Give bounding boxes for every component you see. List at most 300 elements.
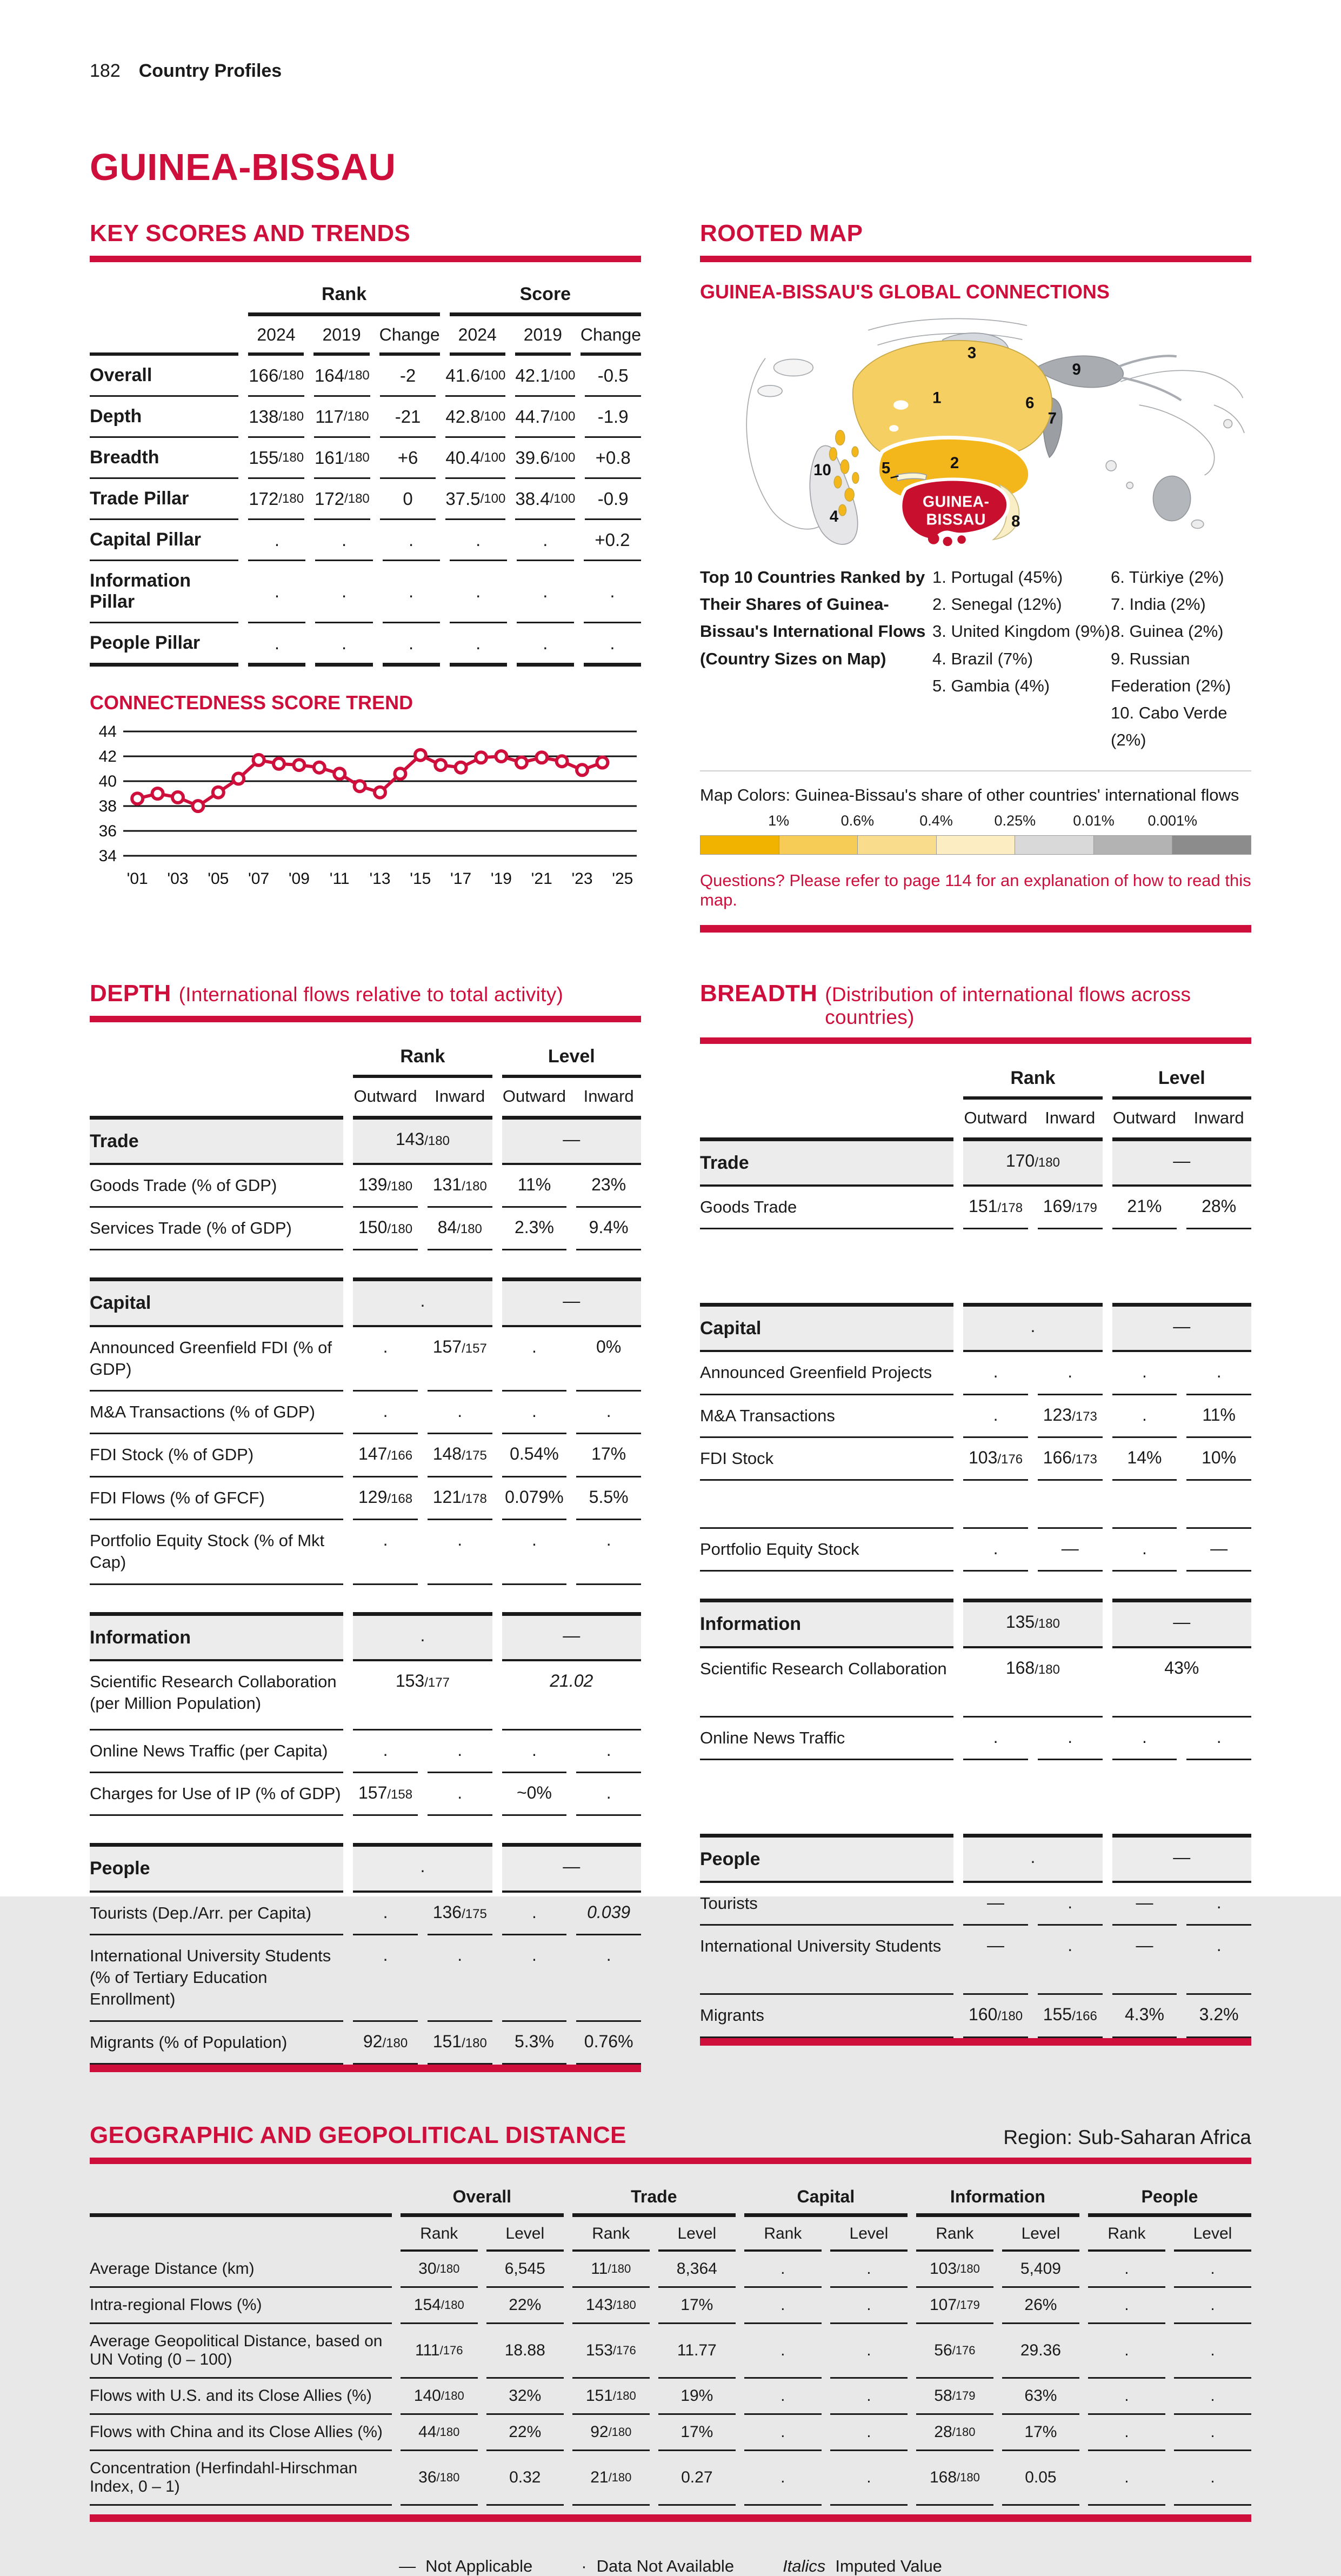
- table-row: [700, 1395, 1251, 1438]
- value-cell: 40.4 /100: [445, 438, 505, 479]
- key-scores-column: [90, 220, 641, 891]
- map-legend-divider: [700, 770, 1251, 771]
- x-tick-label: '25: [612, 870, 633, 888]
- scale-label: 0.25%: [994, 812, 1036, 829]
- value-cell: .: [1088, 2288, 1165, 2324]
- value-cell: .: [1112, 1352, 1177, 1395]
- row-label: Tourists (Dep./Arr. per Capita): [90, 1893, 343, 1935]
- row-label: People Pillar: [90, 623, 238, 667]
- value-cell: .: [517, 623, 574, 667]
- value-cell: 155 /180: [248, 438, 304, 479]
- scale-segment: [937, 836, 1016, 854]
- value-cell: .: [744, 2415, 822, 2451]
- value-cell: -0.5: [585, 356, 641, 397]
- x-tick-label: '11: [329, 870, 350, 888]
- table-row: [90, 1277, 641, 1327]
- value-cell: 5,409: [1002, 2252, 1079, 2288]
- geo-section: [90, 2122, 1251, 2522]
- row-label: Tourists: [700, 1883, 953, 1926]
- legend-not-applicable: — Not Applicable: [399, 2557, 533, 2576]
- level-cell: —: [1112, 1834, 1251, 1883]
- row-label: Trade Pillar: [90, 479, 238, 520]
- value-cell: +0.2: [584, 520, 641, 561]
- footnote-legend: [90, 2557, 1251, 2576]
- trend-point: [476, 752, 486, 763]
- rank-cell: .: [353, 1612, 492, 1661]
- level-cell: —: [502, 1277, 641, 1327]
- trend-point: [456, 762, 466, 773]
- geo-sub-header: Rank Level Rank Level Rank Level Rank Level Rank Level: [90, 2217, 1251, 2252]
- top10-list-2: [1111, 564, 1251, 754]
- rank-cell: .: [963, 1834, 1102, 1883]
- value-cell: .: [963, 1718, 1028, 1760]
- value-cell: .: [1174, 2379, 1251, 2415]
- rank-group-header: Rank: [248, 284, 439, 316]
- geo-rule: [90, 2158, 1251, 2164]
- map-number-7: 7: [1048, 409, 1057, 428]
- table-row: [90, 397, 641, 438]
- value-cell: 26%: [1002, 2288, 1079, 2324]
- table-row: [700, 1481, 1251, 1527]
- table-row: [90, 1250, 641, 1277]
- value-cell: -0.9: [585, 479, 641, 520]
- value-cell: 14%: [1112, 1438, 1177, 1481]
- value-cell: -1.9: [585, 397, 641, 438]
- trend-point: [192, 801, 203, 811]
- map-colors-note: Map Colors: Guinea-Bissau's share of other countries' international flows: [700, 785, 1239, 804]
- value-cell: .: [353, 1520, 418, 1585]
- trend-point: [334, 768, 345, 779]
- table-row: [700, 1229, 1251, 1276]
- scale-segment: [1015, 836, 1094, 854]
- rank-cell: .: [353, 1843, 492, 1892]
- value-cell: .: [383, 623, 440, 667]
- table-row: [90, 2451, 1251, 2506]
- depth-bottom-rule: [90, 2065, 641, 2072]
- scale-label: 0.6%: [840, 812, 875, 829]
- trend-point: [577, 764, 588, 775]
- table-row: [90, 1893, 641, 1935]
- rank-cell: 135/180: [963, 1599, 1102, 1648]
- rooted-map-heading: ROOTED MAP: [700, 220, 863, 247]
- value-cell: 0.76%: [576, 2022, 641, 2065]
- depth-group-header: Rank Level: [90, 1046, 641, 1078]
- top10-item: 8. Guinea (2%): [1111, 622, 1224, 641]
- value-cell: 155/166: [1038, 1995, 1103, 2038]
- geo-region-label: Region: Sub-Saharan Africa: [1003, 2126, 1251, 2149]
- map-country-label-line2: BISSAU: [926, 511, 986, 529]
- trend-point: [213, 787, 224, 798]
- table-row: [90, 1434, 641, 1477]
- row-label: Trade: [700, 1137, 953, 1187]
- value-cell: 2.3%: [502, 1208, 567, 1250]
- breadth-column: [700, 980, 1251, 2046]
- table-row: [90, 356, 641, 397]
- value-cell: 42.1 /100: [515, 356, 575, 397]
- depth-rule: [90, 1016, 641, 1022]
- value-cell: .: [744, 2451, 822, 2506]
- map-subtitle: GUINEA-BISSAU'S GLOBAL CONNECTIONS: [700, 281, 1110, 303]
- top10-list-1: [932, 564, 1111, 754]
- value-cell: .: [502, 1935, 567, 2022]
- key-scores-group-header: [90, 284, 641, 316]
- top10-item: 7. India (2%): [1111, 595, 1206, 614]
- rooted-map-bottom-rule: [700, 925, 1251, 933]
- value-cell: 0.54%: [502, 1434, 567, 1477]
- trend-point: [395, 768, 405, 779]
- table-row: [700, 1599, 1251, 1648]
- level-cell: 43%: [1112, 1648, 1251, 1718]
- row-label: Capital: [700, 1303, 953, 1352]
- top10-item: 6. Türkiye (2%): [1111, 568, 1224, 587]
- breadth-table: [700, 1137, 1251, 2038]
- trend-point: [132, 793, 143, 804]
- value-cell: 22%: [486, 2415, 564, 2451]
- value-cell: .: [576, 1773, 641, 1816]
- value-cell: .: [502, 1520, 567, 1585]
- map-region-gray-south: [1153, 476, 1190, 521]
- value-cell: -21: [380, 397, 436, 438]
- country-title: GUINEA-BISSAU: [90, 146, 396, 188]
- value-cell: .: [1174, 2451, 1251, 2506]
- value-cell: .: [248, 561, 305, 623]
- table-row: [700, 1834, 1251, 1883]
- trend-point: [293, 760, 304, 770]
- value-cell: 0.27: [658, 2451, 736, 2506]
- table-row: [700, 1438, 1251, 1481]
- row-label: M&A Transactions (% of GDP): [90, 1392, 343, 1434]
- depth-sub-header: Outward Inward Outward Inward: [353, 1086, 634, 1106]
- scale-segment: [1172, 836, 1251, 854]
- table-row: [700, 1352, 1251, 1395]
- value-cell: 17%: [658, 2415, 736, 2451]
- trend-point: [496, 751, 506, 762]
- value-cell: 21%: [1112, 1187, 1177, 1229]
- breadth-bottom-rule: [700, 2038, 1251, 2046]
- value-cell: .: [248, 520, 305, 561]
- value-cell: .: [353, 1893, 418, 1935]
- map-number-8: 8: [1011, 512, 1020, 530]
- row-label: Scientific Research Collaboration (per Million Population): [90, 1661, 343, 1730]
- map-number-1: 1: [932, 389, 942, 407]
- level-cell: —: [502, 1612, 641, 1661]
- value-cell: 17%: [658, 2288, 736, 2324]
- rooted-map-column: [700, 220, 1251, 933]
- table-row: [90, 1165, 641, 1208]
- row-label: Trade: [90, 1116, 343, 1165]
- scale-segment: [1094, 836, 1173, 854]
- value-cell: 84/180: [428, 1208, 492, 1250]
- table-row: [90, 1773, 641, 1816]
- value-cell: 42.8 /100: [445, 397, 505, 438]
- map-number-5: 5: [881, 459, 891, 477]
- value-cell: 56 /176: [916, 2324, 993, 2379]
- rooted-map-rule: [700, 256, 1251, 262]
- value-cell: 0%: [576, 1327, 641, 1392]
- value-cell: .: [450, 561, 507, 623]
- value-cell: 151/178: [963, 1187, 1028, 1229]
- value-cell: 107 /179: [916, 2288, 993, 2324]
- table-row: [700, 1187, 1251, 1229]
- value-cell: 157/158: [353, 1773, 418, 1816]
- value-cell: .: [963, 1527, 1028, 1572]
- value-cell: 39.6 /100: [515, 438, 575, 479]
- depth-column: [90, 980, 641, 2073]
- row-label: International University Students (% of Tertiary Education Enrollment): [90, 1935, 343, 2022]
- trend-block: [90, 691, 641, 891]
- value-cell: .: [744, 2324, 822, 2379]
- x-tick-label: '05: [208, 870, 229, 888]
- value-cell: 0.039: [576, 1893, 641, 1935]
- row-label: Depth: [90, 397, 238, 438]
- value-cell: 139/180: [353, 1165, 418, 1208]
- table-row: [90, 1116, 641, 1165]
- value-cell: 138 /180: [248, 397, 304, 438]
- rank-cell: .: [963, 1303, 1102, 1352]
- row-label: M&A Transactions: [700, 1395, 953, 1438]
- map-portugal-notch2: [889, 425, 898, 431]
- value-cell: 38.4 /100: [515, 479, 575, 520]
- map-number-10: 10: [813, 461, 831, 479]
- value-cell: —: [1112, 1926, 1177, 1995]
- row-label: Information Pillar: [90, 561, 238, 623]
- row-label: Capital Pillar: [90, 520, 238, 561]
- page-number: 182: [90, 61, 121, 81]
- breadth-heading: BREADTH (Distribution of international flows across countries): [700, 980, 1191, 1028]
- table-row: [700, 1137, 1251, 1187]
- value-cell: 117 /180: [314, 397, 370, 438]
- value-cell: .: [584, 561, 641, 623]
- trend-point: [172, 792, 183, 803]
- level-cell: —: [1112, 1303, 1251, 1352]
- x-tick-label: '03: [167, 870, 189, 888]
- top10-item: 2. Senegal (12%): [932, 595, 1062, 614]
- page-section-title: Country Profiles: [138, 61, 282, 81]
- value-cell: .: [744, 2288, 822, 2324]
- top10-item: 1. Portugal (45%): [932, 568, 1063, 587]
- row-label: People: [90, 1843, 343, 1892]
- x-tick-label: '23: [571, 870, 593, 888]
- scale-label: 0.01%: [1073, 812, 1115, 829]
- table-row: [90, 2324, 1251, 2379]
- value-cell: .: [830, 2451, 908, 2506]
- value-cell: 5.3%: [502, 2022, 567, 2065]
- rank-cell: 170/180: [963, 1137, 1102, 1187]
- value-cell: 136/175: [428, 1893, 492, 1935]
- value-cell: .: [502, 1392, 567, 1434]
- value-cell: 129/168: [353, 1477, 418, 1520]
- table-row: [90, 438, 641, 479]
- row-label: Migrants: [700, 1995, 953, 2038]
- value-cell: .: [576, 1935, 641, 2022]
- y-tick-label: 36: [98, 822, 117, 840]
- value-cell: 0.079%: [502, 1477, 567, 1520]
- row-label: FDI Stock: [700, 1438, 953, 1481]
- value-cell: .: [1174, 2288, 1251, 2324]
- value-cell: 63%: [1002, 2379, 1079, 2415]
- value-cell: .: [1112, 1718, 1177, 1760]
- row-label: Concentration (Herfindahl-Hirschman Index, 0 – 1): [90, 2451, 392, 2506]
- table-row: [700, 1760, 1251, 1807]
- table-row: [90, 623, 641, 667]
- value-cell: 150/180: [353, 1208, 418, 1250]
- level-cell: —: [502, 1843, 641, 1892]
- value-cell: .: [1186, 1883, 1251, 1926]
- value-cell: .: [1174, 2415, 1251, 2451]
- value-cell: .: [830, 2252, 908, 2288]
- table-row: [90, 1661, 641, 1730]
- y-tick-label: 42: [98, 748, 117, 766]
- breadth-group-header: Rank Level: [700, 1068, 1251, 1100]
- value-cell: 44.7 /100: [515, 397, 575, 438]
- key-scores-table: [90, 284, 641, 667]
- value-cell: .: [428, 1730, 492, 1773]
- top10-item: 4. Brazil (7%): [932, 649, 1033, 668]
- value-cell: 143 /180: [572, 2288, 650, 2324]
- map-color-scale: [700, 812, 1251, 855]
- geo-heading: GEOGRAPHIC AND GEOPOLITICAL DISTANCE: [90, 2122, 626, 2149]
- map-portugal-notch: [893, 400, 909, 409]
- value-cell: .: [450, 520, 507, 561]
- table-row: [90, 561, 641, 623]
- row-label: Online News Traffic: [700, 1718, 953, 1760]
- x-tick-label: '21: [531, 870, 552, 888]
- value-cell: .: [1038, 1718, 1103, 1760]
- trend-chart: [90, 724, 641, 891]
- value-cell: 0.32: [486, 2451, 564, 2506]
- value-cell: 168 /180: [916, 2451, 993, 2506]
- dash-symbol: —: [399, 2557, 416, 2576]
- value-cell: .: [315, 623, 372, 667]
- table-row: [90, 1327, 641, 1392]
- table-row: [90, 520, 641, 561]
- trend-point: [435, 760, 446, 770]
- geo-group-header: Overall Trade Capital Information People: [90, 2187, 1251, 2217]
- value-cell: 5.5%: [576, 1477, 641, 1520]
- value-cell: 154 /180: [401, 2288, 478, 2324]
- row-label: Goods Trade (% of GDP): [90, 1165, 343, 1208]
- y-tick-label: 44: [98, 723, 117, 741]
- table-row: [90, 1816, 641, 1843]
- value-cell: —: [963, 1883, 1028, 1926]
- value-cell: 11%: [1186, 1395, 1251, 1438]
- value-cell: +6: [380, 438, 436, 479]
- level-cell: 21.02: [502, 1661, 641, 1730]
- geo-bottom-rule: [90, 2514, 1251, 2522]
- top10-legend: [700, 564, 1251, 754]
- y-tick-label: 34: [98, 847, 117, 865]
- value-cell: 148/175: [428, 1434, 492, 1477]
- value-cell: 6,545: [486, 2252, 564, 2288]
- row-label: Average Geopolitical Distance, based on UN Voting (0 – 100): [90, 2324, 392, 2379]
- scale-label: 0.001%: [1147, 812, 1198, 829]
- trend-point: [375, 787, 385, 798]
- trend-point: [355, 781, 365, 791]
- rank-cell: 143/180: [353, 1116, 492, 1165]
- value-cell: .: [502, 1730, 567, 1773]
- scale-segment: [858, 836, 937, 854]
- value-cell: .: [428, 1773, 492, 1816]
- value-cell: 32%: [486, 2379, 564, 2415]
- value-cell: 172 /180: [248, 479, 304, 520]
- value-cell: 18.88: [486, 2324, 564, 2379]
- key-scores-rule: [90, 256, 641, 262]
- top10-item: 3. United Kingdom (9%): [932, 622, 1111, 641]
- value-cell: .: [830, 2324, 908, 2379]
- value-cell: .: [517, 561, 574, 623]
- map-number-4: 4: [829, 508, 839, 526]
- value-cell: 10%: [1186, 1438, 1251, 1481]
- map-number-3: 3: [967, 344, 977, 362]
- value-cell: .: [1088, 2324, 1165, 2379]
- rank-cell: 153/177: [353, 1661, 492, 1730]
- value-cell: 153 /176: [572, 2324, 650, 2379]
- value-cell: 9.4%: [576, 1208, 641, 1250]
- table-row: [700, 1527, 1251, 1572]
- table-row: [700, 1303, 1251, 1352]
- value-cell: 28%: [1186, 1187, 1251, 1229]
- value-cell: 4.3%: [1112, 1995, 1177, 2038]
- map-questions-note: Questions? Please refer to page 114 for an explanation of how to read this map.: [700, 870, 1251, 909]
- value-cell: 157/157: [428, 1327, 492, 1392]
- x-tick-label: '17: [450, 870, 472, 888]
- value-cell: —: [1186, 1527, 1251, 1572]
- scale-segment: [779, 836, 858, 854]
- value-cell: .: [963, 1352, 1028, 1395]
- value-cell: 111 /176: [401, 2324, 478, 2379]
- value-cell: .: [450, 623, 507, 667]
- top10-intro: Top 10 Countries Ranked by Their Shares of Guinea-Bissau's International Flows (Country Sizes on Map): [700, 568, 926, 668]
- table-row: [90, 2379, 1251, 2415]
- value-cell: .: [428, 1392, 492, 1434]
- table-row: [700, 1276, 1251, 1303]
- value-cell: 166/173: [1038, 1438, 1103, 1481]
- score-group-header: Score: [450, 284, 641, 316]
- breadth-sub-header: Outward Inward Outward Inward: [964, 1108, 1244, 1127]
- trend-point: [516, 757, 527, 768]
- map-number-9: 9: [1072, 360, 1081, 378]
- value-cell: —: [1038, 1527, 1103, 1572]
- value-cell: .: [1088, 2415, 1165, 2451]
- value-cell: .: [744, 2379, 822, 2415]
- top10-item: 10. Cabo Verde (2%): [1111, 703, 1227, 750]
- value-cell: .: [1038, 1352, 1103, 1395]
- value-cell: .: [830, 2288, 908, 2324]
- trend-point: [597, 757, 608, 768]
- value-cell: 0: [380, 479, 436, 520]
- value-cell: 160/180: [963, 1995, 1028, 2038]
- trend-point: [233, 773, 244, 784]
- map-region-russia-spikes: [1116, 356, 1181, 400]
- value-cell: 92 /180: [572, 2415, 650, 2451]
- value-cell: 11 /180: [572, 2252, 650, 2288]
- dot-symbol: ·: [581, 2557, 587, 2576]
- row-label: International University Students: [700, 1926, 953, 1995]
- value-cell: .: [584, 623, 641, 667]
- value-cell: .: [1112, 1395, 1177, 1438]
- row-label: People: [700, 1834, 953, 1883]
- value-cell: .: [315, 561, 372, 623]
- value-cell: .: [502, 1327, 567, 1392]
- value-cell: 44 /180: [401, 2415, 478, 2451]
- row-label: Portfolio Equity Stock (% of Mkt Cap): [90, 1520, 343, 1585]
- row-label: Services Trade (% of GDP): [90, 1208, 343, 1250]
- legend-data-not-available: · Data Not Available: [581, 2557, 735, 2576]
- trend-point: [273, 758, 284, 769]
- scale-segment: [700, 836, 779, 854]
- row-label: Flows with China and its Close Allies (%): [90, 2415, 392, 2451]
- scale-label: 0.4%: [919, 812, 953, 829]
